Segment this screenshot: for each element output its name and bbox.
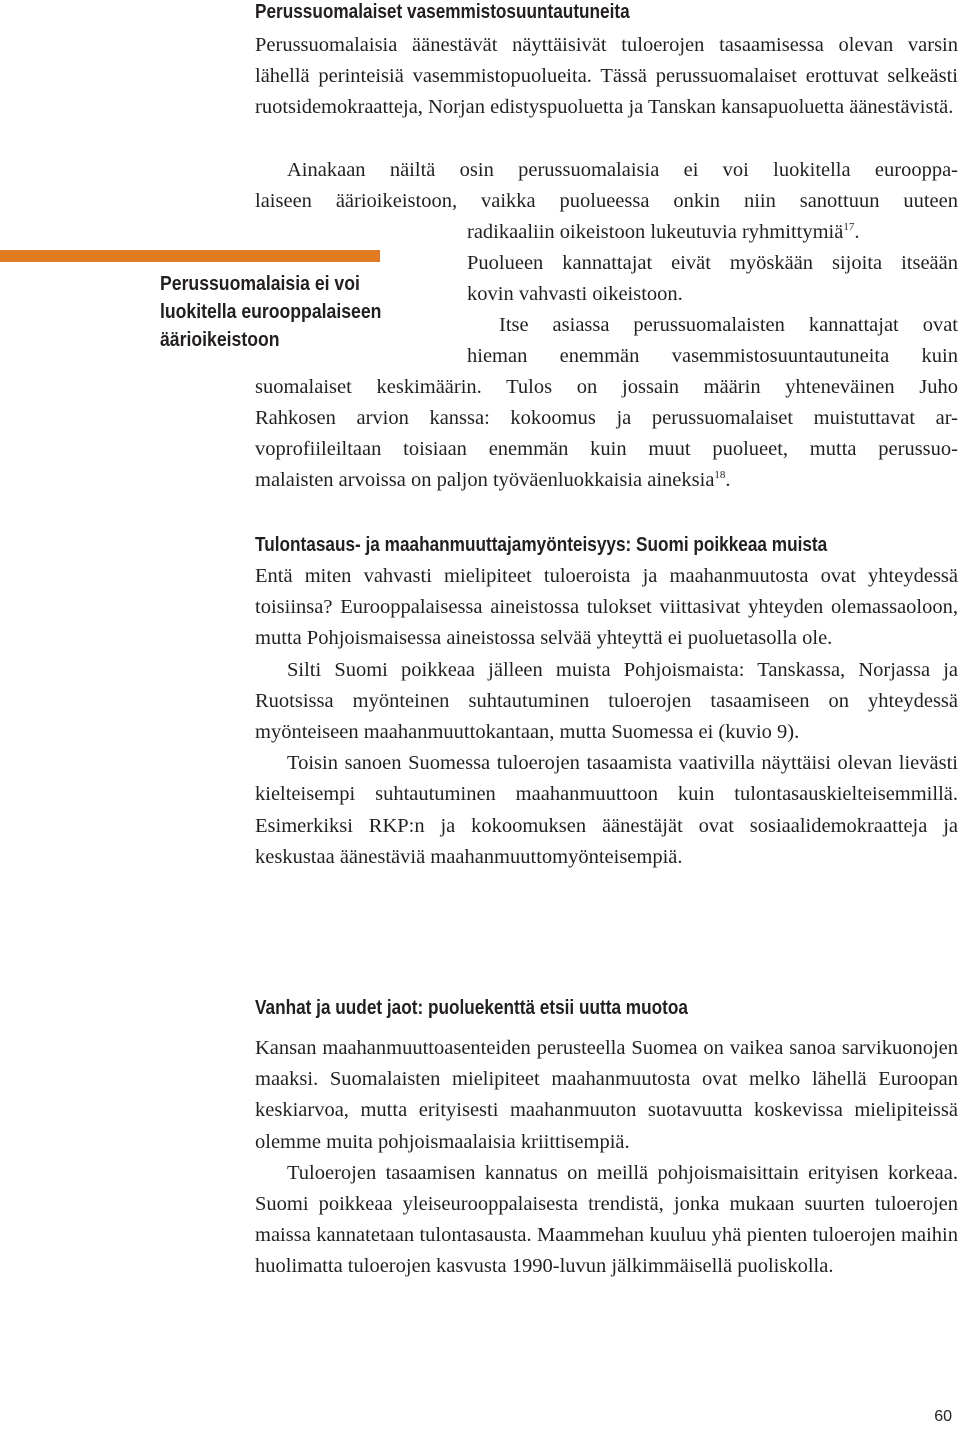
text-line: radikaaliin oikeistoon lukeutuvia ryhmittymiä$^{17}$. xyxy=(467,221,860,243)
pullquote-line: luokitella eurooppalaiseen xyxy=(160,300,382,323)
text-line: Puolueen kannattajat eivät myöskään sijoita itseään xyxy=(467,252,958,274)
pullquote-line: äärioikeistoon xyxy=(160,328,280,351)
page-number: 60 xyxy=(934,1408,952,1425)
footnote-marker: 18 xyxy=(714,469,726,482)
section-heading-vanhat-ja-uudet-jaot: Vanhat ja uudet jaot: puoluekenttä etsii uutta muotoa xyxy=(255,997,688,1019)
pullquote xyxy=(160,270,384,354)
footnote-marker: 17 xyxy=(843,221,855,234)
section-heading-tulontasaus: Tulontasaus- ja maahanmuuttajamyönteisyys: Suomi poikkeaa muista xyxy=(255,534,828,556)
text-line: suomalaiset keskimäärin. Tulos on jossain määrin yhteneväinen Juho xyxy=(255,376,958,398)
text-line: kovin vahvasti oikeistoon. xyxy=(467,283,683,305)
text-line: malaisten arvoissa on paljon työväenluokkaisia aineksia$^{18}$. xyxy=(255,469,731,491)
paragraph: Toisin sanoen Suomessa tuloerojen tasaamista vaativilla näyttäisi olevan lievästi kielteisempi suhtautuminen maahanmuuttoon kuin tulontasauskielteisemmillä. Esimerkiksi RKP:n ja kokoomuksen äänestäjät ovat sosiaalidemokraatteja ja keskustaa äänestäviä maahanmuuttomyönteisempiä. xyxy=(255,752,958,868)
section-heading-perussuomalaiset: Perussuomalaiset vasemmistosuuntautuneita xyxy=(255,1,630,23)
pullquote-accent-bar xyxy=(0,250,380,262)
paragraph: Perussuomalaisia äänestävät näyttäisivät tuloerojen tasaamisessa olevan varsin lähellä perinteisiä vasemmistopuolueita. Tässä perussuomalaiset erottuvat selkeästi ruotsidemokraatteja, Norjan edistyspuoluetta ja Tanskan kansapuoluetta äänestävistä. xyxy=(255,34,958,119)
paragraph: Tuloerojen tasaamisen kannatus on meillä pohjoismaisittain erityisen korkeaa. Suomi poikkeaa yleiseurooppalaisesta trendistä, jonka mukaan suurten tuloerojen maissa kannatetaan tulontasausta. Maammehan kuuluu yhä pienten tuloerojen maihin huolimatta tuloerojen kasvusta 1990-luvun jälkimmäisellä puoliskolla. xyxy=(255,1161,958,1278)
text-line: laiseen äärioikeistoon, vaikka puolueessa onkin niin sanottuun uuteen xyxy=(255,190,958,212)
text-line: Itse asiassa perussuomalaisten kannattajat ovat xyxy=(499,314,958,336)
text-line: Rahkosen arvion kanssa: kokoomus ja perussuomalaiset muistuttavat ar- xyxy=(255,407,958,429)
text-line: hieman enemmän vasemmistosuuntautuneita kuin xyxy=(467,345,958,367)
text-line: voprofiileiltaan toisiaan enemmän kuin muut puolueet, mutta perussuo- xyxy=(255,438,958,460)
paragraph: Kansan maahanmuuttoasenteiden perusteella Suomea on vaikea sanoa sarvikuonojen maaksi. Suomalaisten mielipiteet maahanmuutosta ovat melko lähellä Euroopan keskiarvoa, mutta erityisesti maahanmuuton suotavuutta koskevissa mielipiteissä olemme muita pohjoismaalaisia kriittisempiä. xyxy=(255,1037,958,1153)
pullquote-line: Perussuomalaisia ei voi xyxy=(160,272,360,295)
text-line-content: radikaaliin oikeistoon lukeutuvia ryhmittymiä xyxy=(467,221,844,243)
text-line: Ainakaan näiltä osin perussuomalaisia ei voi luokitella eurooppa- xyxy=(287,159,958,181)
paragraph: Silti Suomi poikkeaa jälleen muista Pohjoismaista: Tanskassa, Norjassa ja Ruotsissa myönteinen suhtautuminen tuloerojen tasaamiseen on yhteydessä myönteiseen maahanmuuttokantaan, mutta Suomessa ei (kuvio 9). xyxy=(255,658,958,744)
text-line-content: malaisten arvoissa on paljon työväenluokkaisia aineksia xyxy=(255,469,715,491)
paragraph: Entä miten vahvasti mielipiteet tuloeroista ja maahanmuutosta ovat yhteydessä toisiinsa? Eurooppalaisessa aineistossa tulokset viittasivat yhteyden olemassaoloon, mutta Pohjoismaisessa aineistossa selvää yhteyttä ei puoluetasolla ole. xyxy=(255,565,958,650)
